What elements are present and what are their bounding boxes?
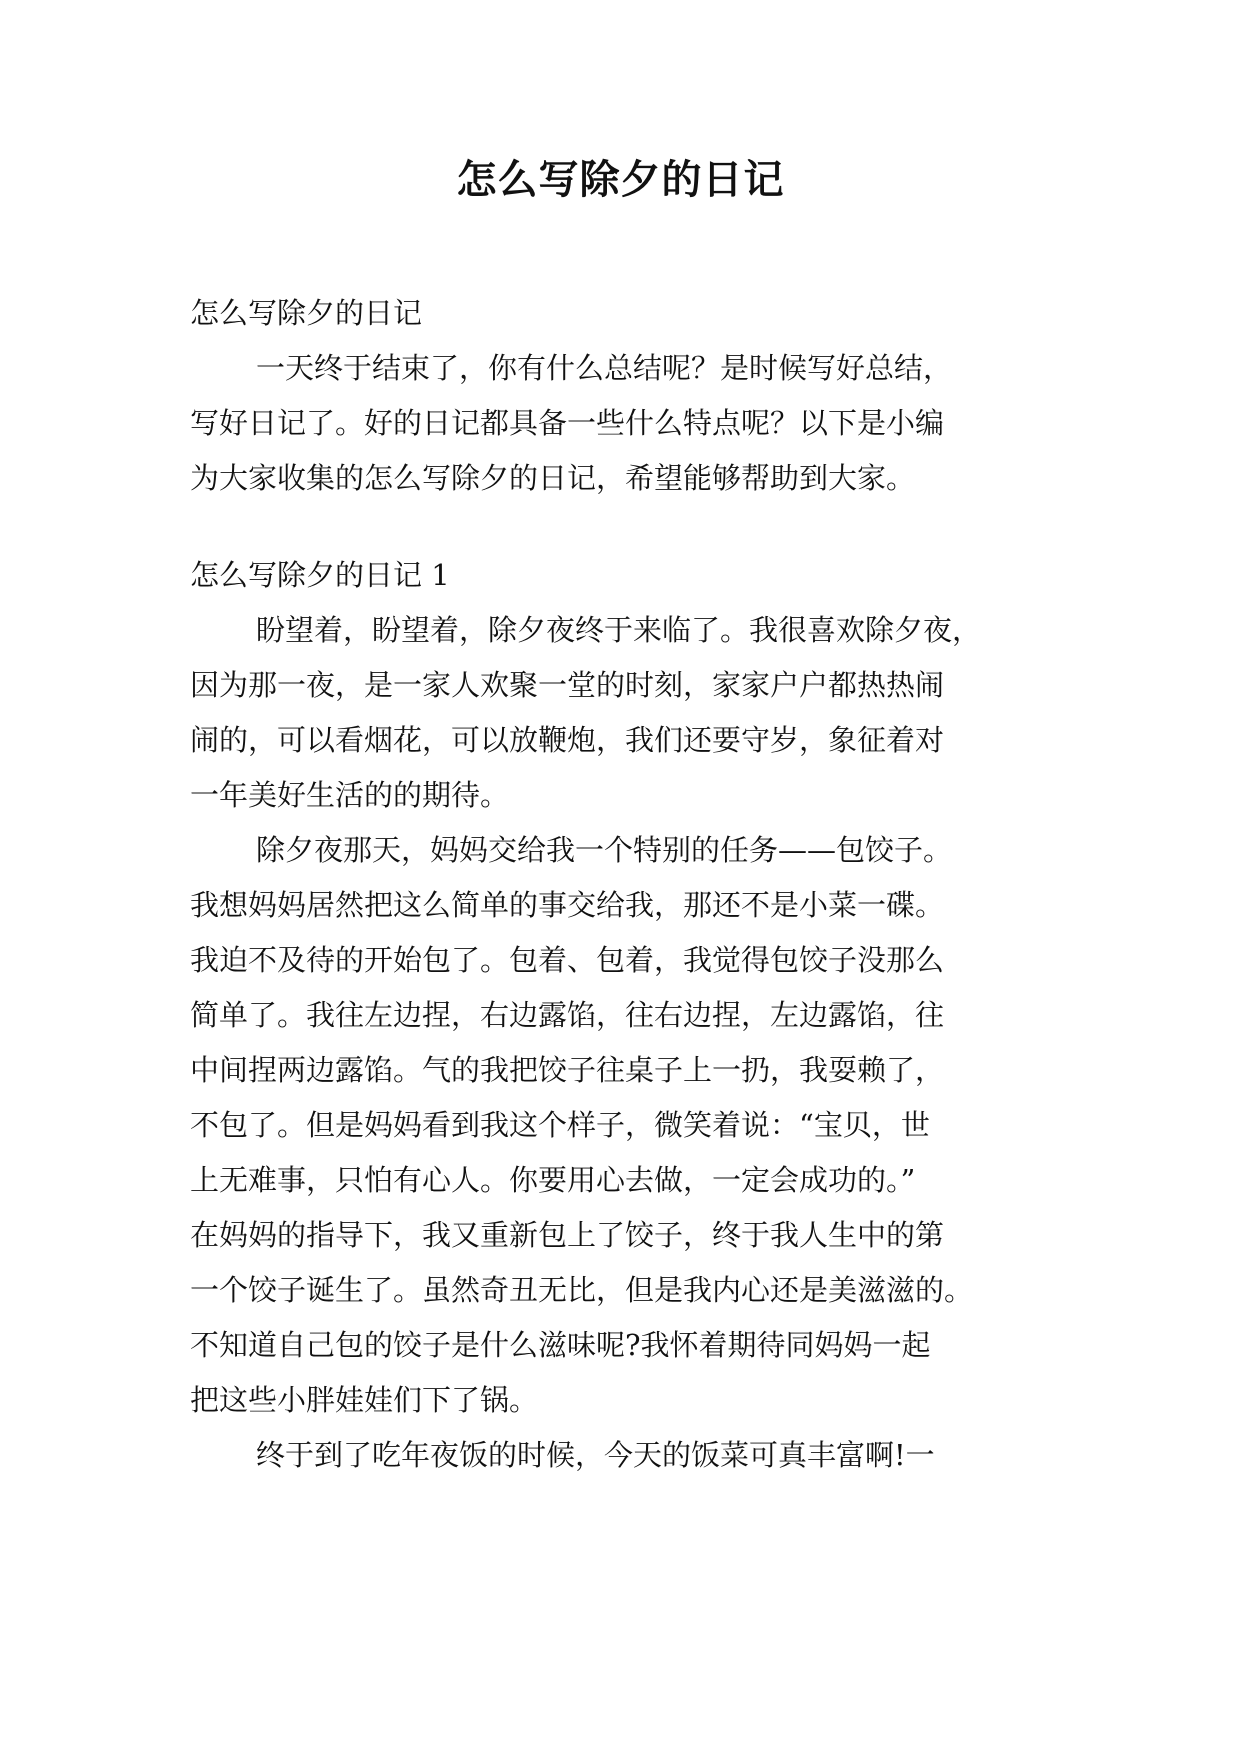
paragraph-line: 一个饺子诞生了。虽然奇丑无比，但是我内心还是美滋滋的。 (190, 1273, 974, 1307)
paragraph-line: 不包了。但是妈妈看到我这个样子，微笑着说：“宝贝，世 (190, 1108, 930, 1142)
document-body (190, 286, 1070, 1483)
paragraph-line: 不知道自己包的饺子是什么滋味呢?我怀着期待同妈妈一起 (190, 1328, 931, 1362)
paragraph-line: 我想妈妈居然把这么简单的事交给我，那还不是小菜一碟。 (190, 888, 945, 922)
section-heading: 怎么写除夕的日记 1 (190, 558, 450, 592)
paragraph-line: 在妈妈的指导下，我又重新包上了饺子，终于我人生中的第 (190, 1218, 945, 1252)
document-title: 怎么写除夕的日记 (456, 157, 785, 203)
intro-heading: 怎么写除夕的日记 (190, 296, 423, 330)
section-spacer (190, 506, 1070, 548)
paragraph-line: 上无难事，只怕有心人。你要用心去做，一定会成功的。” (190, 1163, 916, 1197)
paragraph-line: 简单了。我往左边捏，右边露馅，往右边捏，左边露馅，往 (190, 998, 945, 1032)
paragraph-line: 中间捏两边露馅。气的我把饺子往桌子上一扔，我耍赖了， (190, 1053, 945, 1087)
paragraph-line: 闹的，可以看烟花，可以放鞭炮，我们还要守岁，象征着对 (190, 723, 945, 757)
paragraph-line: 一年美好生活的的期待。 (190, 778, 510, 812)
paragraph-line: 把这些小胖娃娃们下了锅。 (190, 1383, 539, 1417)
paragraph-line: 因为那一夜，是一家人欢聚一堂的时刻，家家户户都热热闹 (190, 668, 945, 702)
paragraph-line: 终于到了吃年夜饭的时候，今天的饭菜可真丰富啊!一 (256, 1438, 935, 1472)
paragraph-line: 除夕夜那天，妈妈交给我一个特别的任务——包饺子。 (256, 833, 953, 867)
intro-line: 为大家收集的怎么写除夕的日记，希望能够帮助到大家。 (190, 461, 916, 495)
intro-line: 一天终于结束了，你有什么总结呢？是时候写好总结， (256, 351, 953, 385)
paragraph-line: 我迫不及待的开始包了。包着、包着，我觉得包饺子没那么 (190, 943, 945, 977)
paragraph-line: 盼望着，盼望着，除夕夜终于来临了。我很喜欢除夕夜， (256, 613, 982, 647)
intro-line: 写好日记了。好的日记都具备一些什么特点呢？以下是小编 (190, 406, 945, 440)
